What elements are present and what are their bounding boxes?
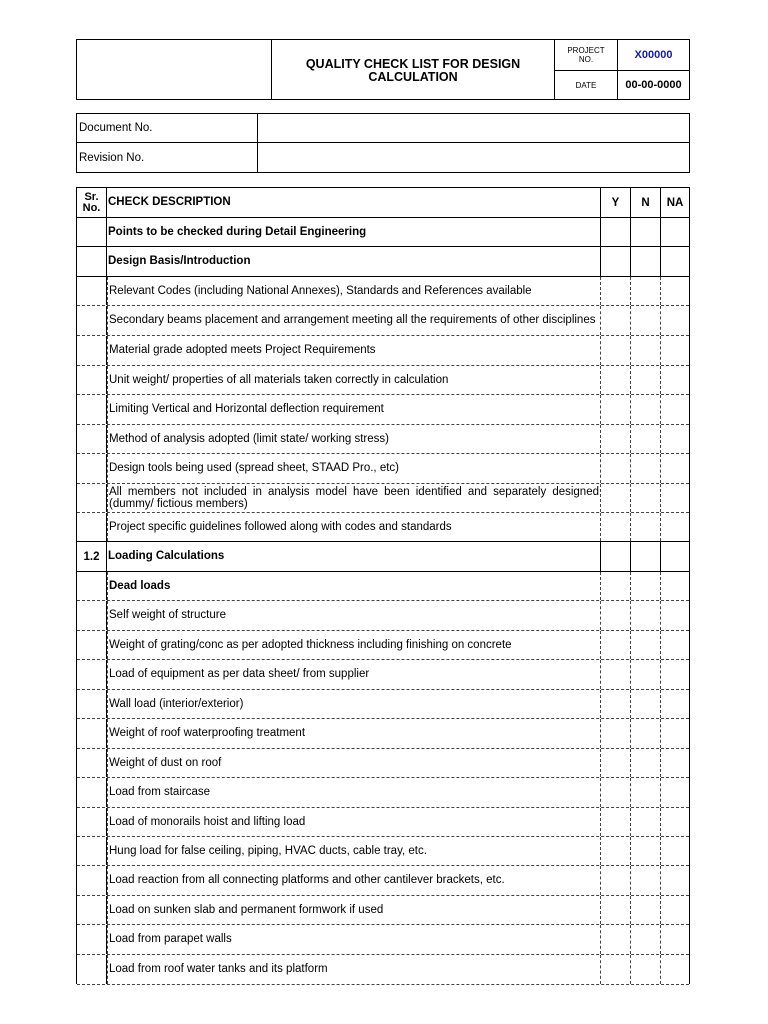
y-checkbox-cell[interactable]: [600, 631, 630, 659]
check-description-cell: Relevant Codes (including National Annexes), Standards and References available: [107, 277, 600, 305]
n-checkbox-cell[interactable]: [630, 277, 660, 305]
check-description-cell: Material grade adopted meets Project Requirements: [107, 336, 600, 365]
project-label-line-1: PROJECT: [567, 46, 605, 55]
na-checkbox-cell[interactable]: [660, 513, 689, 541]
na-checkbox-cell[interactable]: [660, 837, 689, 865]
n-checkbox-cell[interactable]: [630, 336, 660, 365]
date-value: 00-00-0000: [625, 79, 682, 91]
table-row: [77, 247, 689, 277]
table-row: [77, 749, 689, 778]
table-row: [77, 513, 689, 542]
sr-no-cell: [77, 395, 107, 424]
check-description-cell: Load of monorails hoist and lifting load: [107, 808, 600, 836]
n-checkbox-cell[interactable]: [630, 925, 660, 954]
sr-no-cell: [77, 454, 107, 483]
table-row: [77, 336, 689, 366]
n-checkbox-cell[interactable]: [630, 749, 660, 777]
n-checkbox-cell[interactable]: [630, 218, 660, 246]
n-checkbox-cell[interactable]: [630, 778, 660, 807]
n-checkbox-cell[interactable]: [630, 306, 660, 335]
na-checkbox-cell[interactable]: [660, 395, 689, 424]
na-checkbox-cell[interactable]: [660, 749, 689, 777]
sr-no-cell: [77, 631, 107, 659]
na-checkbox-cell[interactable]: [660, 808, 689, 836]
n-checkbox-cell[interactable]: [630, 955, 660, 984]
n-checkbox-cell[interactable]: [630, 690, 660, 718]
sr-no-cell: [77, 749, 107, 777]
check-description-cell: Weight of dust on roof: [107, 749, 600, 777]
check-description-cell: Load of equipment as per data sheet/ from supplier: [107, 660, 600, 689]
na-checkbox-cell[interactable]: [660, 719, 689, 748]
logo-area: [77, 40, 272, 99]
check-description-cell: All members not included in analysis model have been identified and separately designed (dummy/ fictious members): [109, 485, 599, 510]
y-checkbox-cell[interactable]: [600, 454, 630, 483]
sr-no-cell: [77, 366, 107, 394]
n-checkbox-cell[interactable]: [630, 366, 660, 394]
check-description-cell: Points to be checked during Detail Engineering: [108, 225, 367, 238]
check-description-cell: Load from staircase: [107, 778, 600, 807]
table-row: [77, 366, 689, 395]
sr-no-cell: [77, 866, 107, 895]
na-checkbox-cell[interactable]: [660, 572, 689, 600]
y-checkbox-cell[interactable]: [600, 306, 630, 335]
checklist-table: [76, 187, 690, 984]
table-row: [77, 719, 689, 749]
check-description-cell: Project specific guidelines followed along with codes and standards: [107, 513, 600, 541]
check-description-cell: Weight of grating/conc as per adopted thickness including finishing on concrete: [107, 631, 600, 659]
sr-no-header: [77, 188, 107, 217]
sr-no-cell: [77, 336, 107, 365]
na-checkbox-cell[interactable]: [660, 454, 689, 483]
sr-no-cell: [77, 572, 107, 600]
y-checkbox-cell[interactable]: [600, 542, 630, 571]
na-checkbox-cell[interactable]: [660, 631, 689, 659]
sr-no-cell: [77, 484, 107, 512]
check-description-cell: Unit weight/ properties of all materials taken correctly in calculation: [107, 366, 600, 394]
sr-no-cell: [77, 425, 107, 453]
title-line-1: QUALITY CHECK LIST FOR DESIGN: [305, 56, 521, 71]
table-row: [77, 778, 689, 808]
table-row: [77, 808, 689, 837]
sr-no-cell: 1.2: [77, 542, 107, 571]
na-checkbox-cell[interactable]: [660, 425, 689, 453]
table-row: [77, 425, 689, 454]
sr-no-cell: [77, 955, 107, 984]
y-checkbox-cell[interactable]: [600, 896, 630, 924]
check-description-cell: Load from roof water tanks and its platform: [107, 955, 600, 984]
n-checkbox-cell[interactable]: [630, 837, 660, 865]
y-checkbox-cell[interactable]: [600, 955, 630, 984]
table-row: [77, 218, 689, 247]
n-checkbox-cell[interactable]: [630, 808, 660, 836]
check-description-cell: Limiting Vertical and Horizontal deflection requirement: [107, 395, 600, 424]
table-row: [77, 542, 689, 572]
check-description-cell: Load from parapet walls: [107, 925, 600, 954]
na-checkbox-cell[interactable]: [660, 955, 689, 984]
revision-no-label: Revision No.: [77, 143, 258, 172]
n-checkbox-cell[interactable]: [630, 719, 660, 748]
sr-no-cell: [77, 660, 107, 689]
sr-no-cell: [77, 808, 107, 836]
y-checkbox-cell[interactable]: [600, 366, 630, 394]
check-description-cell: Design Basis/Introduction: [108, 255, 251, 268]
check-description-cell: Dead loads: [107, 572, 600, 600]
title-line-2: CALCULATION: [368, 69, 458, 84]
table-row: [77, 896, 689, 925]
project-label-line-2: NO.: [578, 55, 594, 64]
sr-no-cell: [77, 306, 107, 335]
sr-no-cell: [77, 601, 107, 630]
y-checkbox-cell[interactable]: [600, 808, 630, 836]
sr-no-cell: [77, 690, 107, 718]
table-row: [77, 484, 689, 513]
n-checkbox-cell[interactable]: [630, 484, 660, 512]
y-checkbox-cell[interactable]: [600, 660, 630, 689]
sr-no-cell: [77, 896, 107, 924]
sr-no-cell: [77, 925, 107, 954]
n-checkbox-cell[interactable]: [630, 601, 660, 630]
table-row: [77, 306, 689, 336]
sr-no-cell: [77, 247, 107, 276]
na-checkbox-cell[interactable]: [660, 218, 689, 246]
n-checkbox-cell[interactable]: [630, 425, 660, 453]
sr-no-cell: [77, 837, 107, 865]
sr-header-line-1: Sr.: [84, 190, 99, 203]
check-description-cell: Load on sunken slab and permanent formwork if used: [107, 896, 600, 924]
n-header: N: [630, 188, 660, 217]
n-checkbox-cell[interactable]: [630, 395, 660, 424]
n-checkbox-cell[interactable]: [630, 631, 660, 659]
y-checkbox-cell[interactable]: [600, 395, 630, 424]
table-header-row: [77, 188, 689, 218]
y-checkbox-cell[interactable]: [600, 218, 630, 246]
na-checkbox-cell[interactable]: [660, 660, 689, 689]
table-row: [77, 925, 689, 955]
n-checkbox-cell[interactable]: [630, 896, 660, 924]
na-checkbox-cell[interactable]: [660, 306, 689, 335]
table-row: [77, 395, 689, 425]
check-description-cell: Hung load for false ceiling, piping, HVAC ducts, cable tray, etc.: [107, 837, 600, 865]
document-title: [272, 40, 555, 99]
document-header: [76, 39, 690, 100]
check-description-cell: Load reaction from all connecting platforms and other cantilever brackets, etc.: [107, 866, 600, 895]
y-checkbox-cell[interactable]: [600, 837, 630, 865]
sr-no-cell: [77, 778, 107, 807]
check-description-cell: Design tools being used (spread sheet, STAAD Pro., etc): [107, 454, 600, 483]
table-row: [77, 572, 689, 601]
table-row: [77, 631, 689, 660]
na-checkbox-cell[interactable]: [660, 866, 689, 895]
y-checkbox-cell[interactable]: [600, 749, 630, 777]
y-checkbox-cell[interactable]: [600, 247, 630, 276]
na-checkbox-cell[interactable]: [660, 247, 689, 276]
sr-no-cell: [77, 218, 107, 246]
table-row: [77, 660, 689, 690]
y-checkbox-cell[interactable]: [600, 277, 630, 305]
check-description-cell: Weight of roof waterproofing treatment: [107, 719, 600, 748]
table-row: [77, 837, 689, 866]
na-checkbox-cell[interactable]: [660, 601, 689, 630]
n-checkbox-cell[interactable]: [630, 454, 660, 483]
y-header: Y: [600, 188, 630, 217]
y-checkbox-cell[interactable]: [600, 778, 630, 807]
project-no-value: X00000: [618, 40, 689, 71]
sr-no-cell: [77, 513, 107, 541]
y-checkbox-cell[interactable]: [600, 425, 630, 453]
document-info-table: [76, 113, 690, 173]
sr-no-cell: [77, 277, 107, 305]
n-checkbox-cell[interactable]: [630, 542, 660, 571]
check-description-cell: Loading Calculations: [108, 550, 225, 563]
y-checkbox-cell[interactable]: [600, 336, 630, 365]
na-checkbox-cell[interactable]: [660, 366, 689, 394]
check-description-cell: Self weight of structure: [107, 601, 600, 630]
y-checkbox-cell[interactable]: [600, 513, 630, 541]
document-no-row: [77, 114, 689, 143]
date-label: DATE: [555, 71, 618, 99]
table-row: [77, 690, 689, 719]
table-row: [77, 277, 689, 306]
na-checkbox-cell[interactable]: [660, 690, 689, 718]
y-checkbox-cell[interactable]: [600, 572, 630, 600]
table-row: [77, 601, 689, 631]
na-checkbox-cell[interactable]: [660, 336, 689, 365]
check-description-cell: Wall load (interior/exterior): [107, 690, 600, 718]
y-checkbox-cell[interactable]: [600, 690, 630, 718]
na-checkbox-cell[interactable]: [660, 542, 689, 571]
na-checkbox-cell[interactable]: [660, 484, 689, 512]
y-checkbox-cell[interactable]: [600, 925, 630, 954]
description-header: CHECK DESCRIPTION: [108, 196, 231, 209]
y-checkbox-cell[interactable]: [600, 601, 630, 630]
table-row: [77, 955, 689, 985]
na-checkbox-cell[interactable]: [660, 896, 689, 924]
check-description-cell: Method of analysis adopted (limit state/ working stress): [107, 425, 600, 453]
na-checkbox-cell[interactable]: [660, 925, 689, 954]
check-description-cell: Secondary beams placement and arrangement meeting all the requirements of other disciplines: [107, 306, 600, 335]
y-checkbox-cell[interactable]: [600, 866, 630, 895]
n-checkbox-cell[interactable]: [630, 247, 660, 276]
y-checkbox-cell[interactable]: [600, 719, 630, 748]
n-checkbox-cell[interactable]: [630, 660, 660, 689]
table-row: [77, 866, 689, 896]
n-checkbox-cell[interactable]: [630, 866, 660, 895]
document-no-label: Document No.: [77, 114, 258, 142]
n-checkbox-cell[interactable]: [630, 513, 660, 541]
revision-no-row: [77, 143, 689, 172]
sr-header-line-2: No.: [82, 201, 101, 214]
na-checkbox-cell[interactable]: [660, 778, 689, 807]
n-checkbox-cell[interactable]: [630, 572, 660, 600]
sr-no-cell: [77, 719, 107, 748]
na-checkbox-cell[interactable]: [660, 277, 689, 305]
project-no-label: [555, 40, 618, 71]
table-row: [77, 454, 689, 484]
na-header: NA: [660, 188, 689, 217]
y-checkbox-cell[interactable]: [600, 484, 630, 512]
